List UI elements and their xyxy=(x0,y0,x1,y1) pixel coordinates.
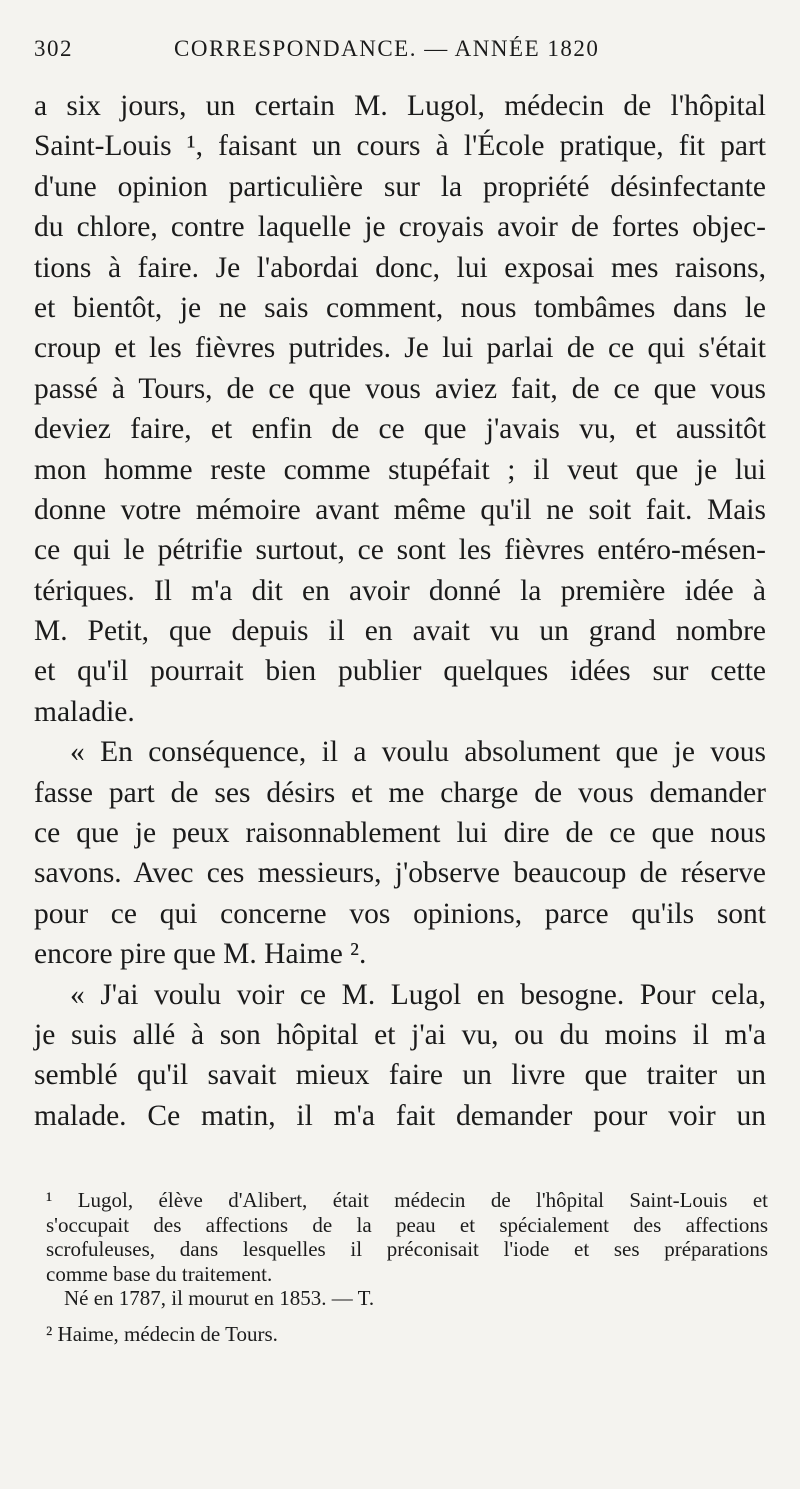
text-line: et bientôt, je ne sais comment, nous tombâmes dans le xyxy=(34,291,766,324)
text-line: tions à faire. Je l'abordai donc, lui exposai mes raisons, xyxy=(34,251,766,284)
footnote-addendum: Né en 1787, il mourut en 1853. — T. xyxy=(64,1286,375,1310)
text-line: d'une opinion particulière sur la propriété désinfectante xyxy=(34,170,766,203)
text-line: ce qui le pétrifie surtout, ce sont les fièvres entéro-mésen- xyxy=(34,534,766,567)
text-line: a six jours, un certain M. Lugol, médecin de l'hôpital xyxy=(34,90,766,122)
text-line: tériques. Il m'a dit en avoir donné la première idée à xyxy=(34,574,766,607)
text-line: maladie. xyxy=(34,695,135,728)
text-line: « J'ai voulu voir ce M. Lugol en besogne. Pour cela, xyxy=(70,978,766,1011)
text-line: fasse part de ses désirs et me charge de vous demander xyxy=(34,776,766,809)
text-line: mon homme reste comme stupéfait ; il veut que je lui xyxy=(34,453,766,486)
text-line: semblé qu'il savait mieux faire un livre que traiter un xyxy=(34,1059,766,1092)
text-line: et qu'il pourrait bien publier quelques idées sur cette xyxy=(34,655,766,688)
text-line: croup et les fièvres putrides. Je lui parlai de ce qui s'était xyxy=(34,332,766,365)
running-head: CORRESPONDANCE. — ANNÉE 1820 xyxy=(174,36,600,61)
text-line: donne votre mémoire avant même qu'il ne soit fait. Mais xyxy=(34,493,766,526)
text-line: savons. Avec ces messieurs, j'observe beaucoup de réserve xyxy=(34,857,766,890)
text-line: je suis allé à son hôpital et j'ai vu, ou du moins il m'a xyxy=(34,1018,766,1051)
text-line: Saint-Louis ¹, faisant un cours à l'École pratique, fit part xyxy=(34,130,766,163)
footnote-line: ² Haime, médecin de Tours. xyxy=(46,1321,278,1346)
text-line: « En conséquence, il a voulu absolument que je vous xyxy=(70,736,766,769)
text-line: du chlore, contre laquelle je croyais avoir de fortes objec- xyxy=(34,211,766,244)
text-line: pour ce qui concerne vos opinions, parce qu'ils sont xyxy=(34,897,766,930)
footnote-2 xyxy=(46,1322,768,1347)
text-line: ce que je peux raisonnablement lui dire de ce que nous xyxy=(34,817,766,850)
footnote-1 xyxy=(46,1188,768,1311)
footnote-line: comme base du traitement. xyxy=(46,1261,273,1286)
page-header xyxy=(34,36,766,68)
text-line: passé à Tours, de ce que vous aviez fait, de ce que vous xyxy=(34,372,766,405)
footnote-line: scrofuleuses, dans lesquelles il préconisait l'iode et ses préparations xyxy=(46,1237,768,1261)
footnote-line: s'occupait des affections de la peau et spécialement des affections xyxy=(46,1212,768,1237)
text-line: malade. Ce matin, il m'a fait demander pour voir un xyxy=(34,1099,766,1132)
footnotes xyxy=(46,1188,768,1346)
text-line: encore pire que M. Haime ². xyxy=(34,938,367,971)
main-text xyxy=(34,86,766,1136)
footnote-line: ¹ Lugol, élève d'Alibert, était médecin de l'hôpital Saint-Louis et xyxy=(46,1188,768,1212)
text-line: M. Petit, que depuis il en avait vu un grand nombre xyxy=(34,615,766,648)
text-line: deviez faire, et enfin de ce que j'avais vu, et aussitôt xyxy=(34,413,766,446)
page-number: 302 xyxy=(34,36,73,61)
